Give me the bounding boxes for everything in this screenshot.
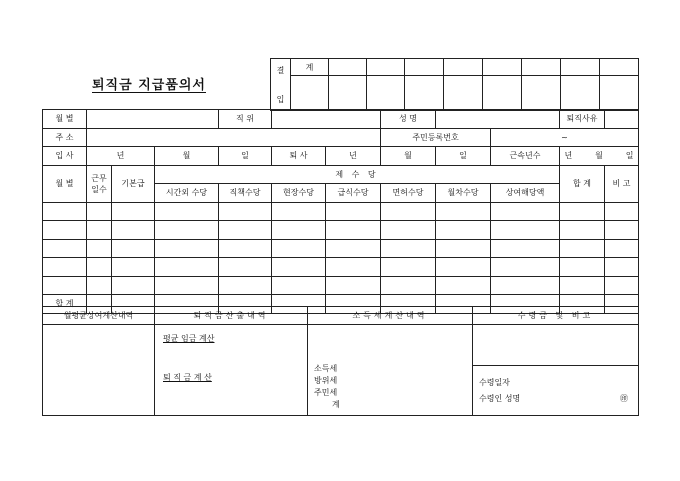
allowance-header: 급식수당 — [326, 184, 381, 203]
approval-slot[interactable] — [291, 76, 329, 111]
join-label: 입 사 — [43, 147, 87, 166]
address-label: 주 소 — [43, 128, 87, 147]
tax-income: 소득세 — [314, 364, 338, 373]
id-value[interactable]: ~ — [491, 128, 639, 147]
leave-label: 퇴 사 — [272, 147, 326, 166]
tax-resident: 주민세 — [314, 388, 338, 397]
month-value[interactable] — [87, 110, 219, 129]
position-label: 직 위 — [219, 110, 272, 129]
leave-month: 월 — [381, 147, 436, 166]
allowance-header: 시간외 수당 — [155, 184, 219, 203]
receipt-date-label: 수령일자 — [479, 377, 510, 387]
summary-table — [42, 306, 639, 416]
allowance-header: 상여해당액 — [491, 184, 560, 203]
approval-label: 결 입 — [271, 59, 291, 111]
pay-month-header: 월 별 — [43, 165, 87, 202]
receipt-header: 수령금 및 비고 — [473, 307, 639, 325]
work-days-header: 근무 일수 — [87, 165, 112, 202]
avg-wage-label: 평균 임금 계산 — [163, 334, 215, 343]
total-header: 합 계 — [560, 165, 605, 202]
position-value[interactable] — [272, 110, 381, 129]
tax-calc-body — [308, 325, 473, 416]
seal-icon: ㊞ — [620, 393, 628, 403]
join-year: 년 — [87, 147, 155, 166]
reason-label: 퇴직사유 — [560, 110, 605, 129]
table-row — [43, 202, 639, 221]
bonus-calc-header: 월평균상여계산내역 — [43, 307, 155, 325]
tenure-value: 년 월 일 — [560, 147, 639, 166]
employee-pay-table — [42, 109, 639, 314]
allowance-header: 월차수당 — [436, 184, 491, 203]
receiver-name-label: 수령인 성명 — [479, 393, 521, 403]
allowance-header: 직책수당 — [219, 184, 272, 203]
note-header: 비 고 — [605, 165, 639, 202]
tenure-label: 근속년수 — [491, 147, 560, 166]
allowance-group-header: 제 수 당 — [155, 165, 560, 184]
bonus-calc-body[interactable] — [43, 325, 155, 416]
join-day: 일 — [219, 147, 272, 166]
retirement-calc-header: 퇴직금산출내역 — [155, 307, 308, 325]
address-value[interactable] — [87, 128, 381, 147]
month-label: 월 별 — [43, 110, 87, 129]
tax-calc-header: 소득세계산내역 — [308, 307, 473, 325]
join-month: 월 — [155, 147, 219, 166]
allowance-header: 현장수당 — [272, 184, 326, 203]
table-row — [43, 221, 639, 240]
tax-defense: 방위세 — [314, 376, 338, 385]
receipt-body — [473, 366, 639, 416]
document-title: 퇴직금 지급품의서 — [92, 78, 206, 93]
retire-calc-label: 퇴 직 금 계 산 — [163, 373, 212, 382]
reason-value[interactable] — [605, 110, 639, 129]
total-row-label: 합 계 — [43, 295, 87, 314]
table-row — [43, 258, 639, 277]
id-label: 주민등록번호 — [381, 128, 491, 147]
receipt-amount[interactable] — [473, 325, 639, 366]
base-pay-header: 기본급 — [112, 165, 155, 202]
table-row — [43, 239, 639, 258]
name-value[interactable] — [436, 110, 560, 129]
leave-year: 년 — [326, 147, 381, 166]
approval-header-first: 계 — [291, 59, 329, 76]
leave-day: 일 — [436, 147, 491, 166]
retirement-calc-body — [155, 325, 308, 416]
approval-box — [270, 58, 639, 111]
allowance-header: 면허수당 — [381, 184, 436, 203]
tax-total: 계 — [332, 400, 340, 409]
table-row — [43, 276, 639, 295]
name-label: 성 명 — [381, 110, 436, 129]
